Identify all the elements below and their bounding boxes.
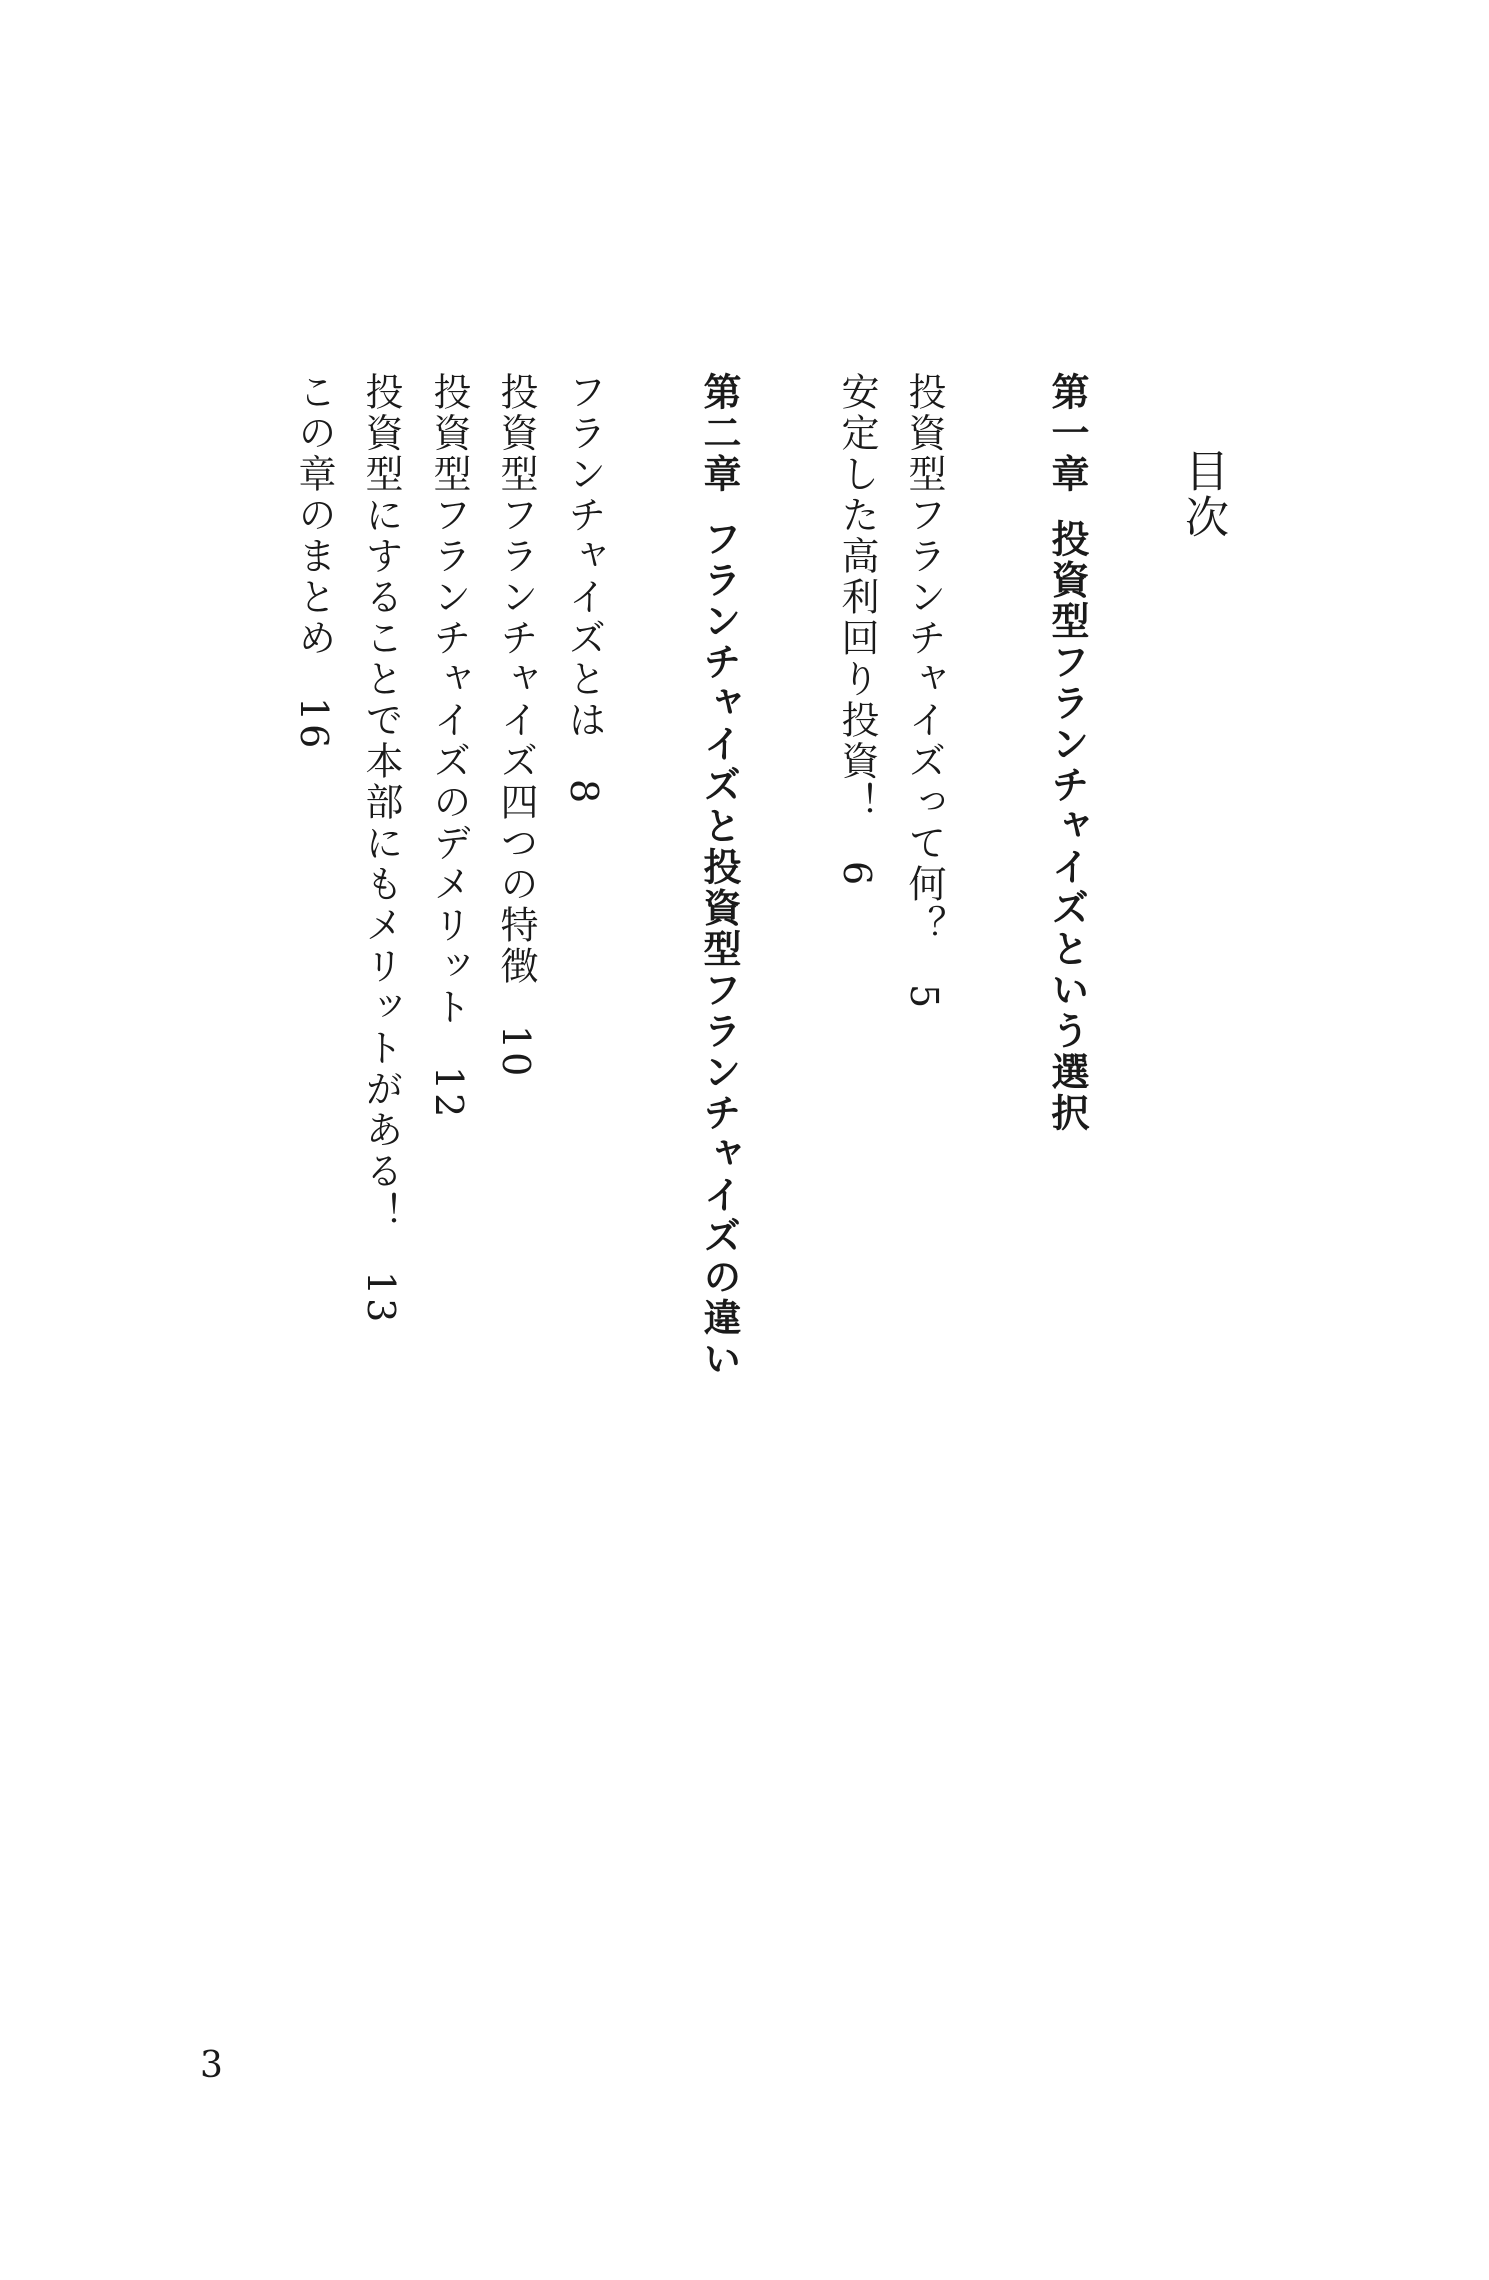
chapter-1-number: 第一章 (1045, 372, 1089, 495)
toc-entry-page: 12 (427, 1066, 471, 1121)
toc-entry-page: 10 (494, 1025, 538, 1080)
toc-entry-title: フランチャイズとは (562, 372, 606, 741)
toc-entry (562, 372, 606, 807)
toc-entry-page: 8 (562, 779, 606, 807)
toc-entry (835, 372, 879, 889)
toc-entry-page: 5 (902, 984, 946, 1012)
toc-entry-title: 投資型フランチャイズ四つの特徴 (494, 372, 538, 987)
chapter-2-title: フランチャイズと投資型フランチャイズの違い (697, 519, 741, 1380)
toc-heading: 目次 (1177, 448, 1228, 540)
chapter-1-title: 投資型フランチャイズという選択 (1045, 519, 1089, 1134)
toc-entry-title: この章のまとめ (292, 372, 336, 659)
toc-entry-page: 6 (835, 861, 879, 889)
toc-entry (427, 372, 471, 1121)
toc-entry-page: 16 (292, 697, 336, 752)
toc-entry-page: 13 (359, 1271, 403, 1326)
toc-entry (494, 372, 538, 1080)
toc-entry (359, 372, 403, 1326)
toc-entry-title: 安定した高利回り投資！ (835, 372, 879, 823)
toc-entry (902, 372, 946, 1012)
chapter-2-heading (697, 372, 741, 1380)
chapter-2-number: 第二章 (697, 372, 741, 495)
toc-entry (292, 372, 336, 752)
chapter-1-heading (1045, 372, 1089, 1134)
toc-entry-title: 投資型フランチャイズって何？ (902, 372, 946, 946)
toc-entry-title: 投資型フランチャイズのデメリット (427, 372, 471, 1028)
toc-entry-title: 投資型にすることで本部にもメリットがある！ (359, 372, 403, 1233)
page-number: 3 (200, 2045, 223, 2086)
